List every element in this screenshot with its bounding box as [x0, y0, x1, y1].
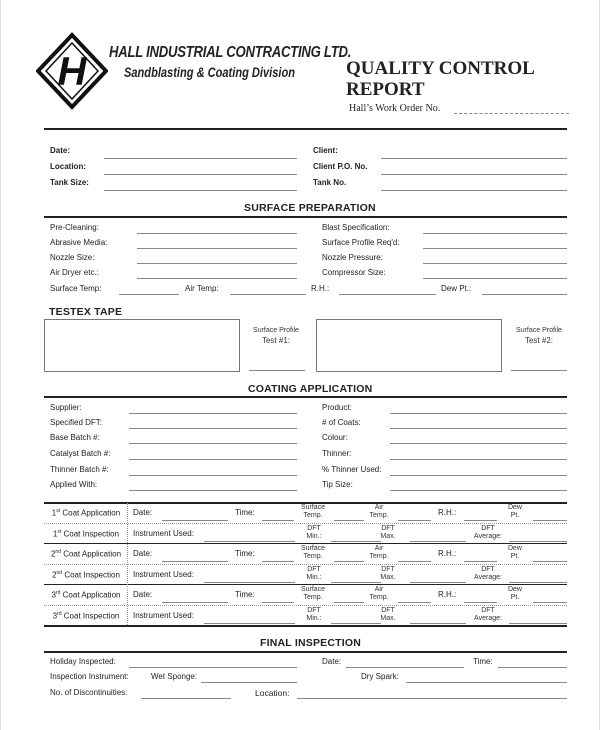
coat-row-text: Coat Application: [60, 590, 121, 600]
date-field[interactable]: [162, 520, 228, 521]
final-location-field[interactable]: [297, 698, 567, 699]
surface-preparation-heading: SURFACE PREPARATION: [244, 202, 376, 214]
coat-row-text: Coat Inspection: [61, 529, 120, 539]
label-text: Temp.: [303, 594, 323, 601]
table-rule-dotted: [44, 605, 567, 606]
coat-number: 1: [51, 508, 57, 518]
dft-min-label: [297, 607, 331, 623]
label-text: Temp.: [303, 512, 323, 519]
client-label: Client:: [313, 146, 338, 155]
tank-size-label: Tank Size:: [50, 178, 89, 187]
surface-prep-label: Air Temp:: [185, 284, 219, 293]
dft-avg-label: [471, 607, 505, 623]
location-field[interactable]: [104, 174, 297, 175]
coat-ordinal: st: [57, 528, 62, 535]
report-title-line2: REPORT: [346, 79, 425, 100]
air-temp-label: [361, 504, 397, 520]
dew-point-label: [501, 586, 529, 602]
surface-profile-test1-label: [245, 327, 307, 345]
dry-spark-field[interactable]: [406, 682, 567, 683]
date-label: Date:: [133, 590, 153, 599]
final-inspection-heading: FINAL INSPECTION: [260, 637, 362, 649]
coating-field[interactable]: [129, 475, 297, 476]
label-text: Dew: [507, 545, 522, 552]
label-text: Temp.: [369, 594, 389, 601]
dft-max-field[interactable]: [410, 582, 466, 583]
air-temp-field[interactable]: [398, 602, 431, 603]
coat-number: 2: [50, 549, 56, 559]
coat-number: 3: [52, 611, 58, 621]
label-text: Temp.: [303, 553, 323, 560]
divider: [44, 651, 567, 653]
label-text: Average:: [474, 532, 502, 540]
coating-label: Specified DFT:: [50, 418, 103, 427]
label-text: Temp.: [369, 553, 389, 560]
dft-max-field[interactable]: [410, 541, 466, 542]
client-field[interactable]: [381, 158, 567, 159]
table-rule: [44, 584, 567, 585]
final-date-label: Date:: [322, 657, 342, 666]
table-rule-dotted: [44, 564, 567, 565]
date-label: Date:: [133, 508, 153, 517]
wet-sponge-label: Wet Sponge:: [151, 672, 198, 681]
coating-label: Product:: [322, 403, 352, 412]
dft-min-label: [297, 525, 331, 541]
label-text: Surface Profile: [253, 327, 299, 334]
surface-prep-field[interactable]: [230, 294, 306, 295]
dft-max-field[interactable]: [410, 623, 466, 624]
surface-prep-label: Surface Temp:: [50, 284, 102, 293]
label-text: DFT: [381, 565, 395, 573]
discontinuities-label: No. of Discontinuities:: [50, 688, 128, 697]
coat-ordinal: rd: [57, 610, 62, 617]
dew-point-label: [501, 545, 529, 561]
label-text: Min.:: [306, 573, 322, 581]
surface-prep-label: Air Dryer etc.:: [50, 268, 99, 277]
surface-prep-field[interactable]: [339, 294, 436, 295]
wet-sponge-field[interactable]: [201, 682, 297, 683]
client-po-label: Client P.O. No.: [313, 162, 368, 171]
coat-number: 3: [51, 590, 56, 600]
dew-point-field[interactable]: [533, 561, 567, 562]
surface-temp-label: [293, 545, 333, 561]
dft-max-label: [371, 607, 405, 623]
surface-prep-label: Nozzle Pressure:: [322, 253, 383, 262]
date-label: Date:: [133, 549, 153, 558]
coating-label: % Thinner Used:: [322, 465, 382, 474]
company-division: Sandblasting & Coating Division: [124, 65, 295, 80]
tank-size-field[interactable]: [104, 190, 297, 191]
tank-no-field[interactable]: [381, 190, 567, 191]
coating-label: Applied With:: [50, 480, 98, 489]
label-text: DFT: [307, 565, 321, 573]
surface-prep-field[interactable]: [423, 278, 567, 279]
label-text: Min.:: [306, 614, 322, 622]
dft-min-field[interactable]: [331, 582, 381, 583]
dew-point-label: [501, 504, 529, 520]
air-temp-field[interactable]: [398, 561, 431, 562]
coating-field[interactable]: [390, 490, 567, 491]
label-text: Surface Profile: [516, 327, 562, 334]
coat-number: 1: [52, 529, 58, 539]
surface-prep-label: Pre-Cleaning:: [50, 223, 99, 232]
report-title-line1: QUALITY CONTROL: [346, 58, 535, 79]
dft-min-field[interactable]: [331, 623, 381, 624]
surface-temp-field[interactable]: [334, 520, 364, 521]
coating-label: Tip Size:: [322, 480, 353, 489]
divider: [44, 396, 567, 398]
surface-prep-label: Surface Profile Req'd:: [322, 238, 400, 247]
client-po-field[interactable]: [381, 174, 567, 175]
company-name: HALL INDUSTRIAL CONTRACTING LTD.: [109, 44, 352, 61]
instrument-used-field[interactable]: [204, 623, 295, 624]
dft-min-field[interactable]: [331, 541, 381, 542]
air-temp-label: [361, 586, 397, 602]
dft-avg-field[interactable]: [509, 582, 567, 583]
instrument-used-field[interactable]: [204, 541, 295, 542]
surface-prep-field[interactable]: [423, 248, 567, 249]
rh-label: R.H.:: [438, 549, 457, 558]
coating-label: Catalyst Batch #:: [50, 449, 111, 458]
time-field[interactable]: [262, 520, 294, 521]
label-text: DFT: [381, 606, 395, 614]
coating-field[interactable]: [129, 428, 297, 429]
label-text: Surface: [300, 545, 326, 552]
surface-temp-label: [293, 586, 333, 602]
label-text: Max.: [380, 573, 396, 581]
date-field[interactable]: [162, 602, 228, 603]
dew-point-field[interactable]: [533, 602, 567, 603]
coating-label: Thinner Batch #:: [50, 465, 109, 474]
dft-avg-label: [471, 566, 505, 582]
location-label: Location:: [255, 688, 290, 698]
hall-logo-icon: [36, 32, 108, 110]
instrument-used-label: Instrument Used:: [133, 569, 194, 579]
coating-label: Colour:: [322, 433, 348, 442]
air-temp-field[interactable]: [398, 520, 431, 521]
label-text: DFT: [307, 524, 321, 532]
label-text: Surface: [300, 504, 326, 511]
table-rule-dotted: [44, 523, 567, 524]
coat-ordinal: rd: [55, 590, 61, 596]
label-text: DFT: [481, 524, 495, 532]
divider: [44, 216, 567, 218]
coat-row-text: Coat Inspection: [62, 570, 120, 580]
coat-row-label: [47, 611, 125, 621]
label-text: DFT: [481, 606, 495, 614]
label-text: DFT: [481, 565, 495, 573]
surface-prep-field[interactable]: [137, 278, 297, 279]
coat-row-label: [47, 570, 125, 580]
label-text: Air: [374, 545, 384, 552]
surface-profile-test2-field[interactable]: [511, 370, 567, 371]
dft-avg-field[interactable]: [509, 541, 567, 542]
coating-application-heading: COATING APPLICATION: [248, 383, 373, 395]
instrument-used-label: Instrument Used:: [133, 528, 194, 538]
surface-prep-field[interactable]: [137, 233, 297, 234]
surface-prep-field[interactable]: [119, 294, 179, 295]
testex-tape-heading: TESTEX TAPE: [49, 306, 123, 318]
dft-avg-field[interactable]: [509, 623, 567, 624]
coating-field[interactable]: [129, 413, 297, 414]
final-time-field[interactable]: [498, 667, 567, 668]
surface-prep-label: Nozzle Size:: [50, 253, 95, 262]
label-text: Max.: [380, 614, 396, 622]
label-text: Pt.: [510, 553, 520, 560]
label-text: Surface: [300, 586, 326, 593]
coating-field[interactable]: [129, 490, 297, 491]
label-text: Min.:: [306, 532, 322, 540]
time-label: Time:: [235, 549, 255, 558]
time-field[interactable]: [262, 602, 294, 603]
testex-tape-box-2[interactable]: [316, 319, 502, 372]
coating-label: Thinner:: [322, 449, 352, 458]
instrument-used-field[interactable]: [204, 582, 295, 583]
coating-label: Supplier:: [50, 403, 82, 412]
rh-field[interactable]: [464, 561, 497, 562]
tank-no-label: Tank No.: [313, 178, 347, 187]
dew-point-field[interactable]: [533, 520, 567, 521]
label-text: Pt.: [510, 594, 520, 601]
label-text: Test #2:: [524, 336, 553, 345]
coat-row-text: Coat Application: [60, 508, 121, 518]
dft-avg-label: [471, 525, 505, 541]
date-label: Date:: [50, 146, 71, 155]
label-text: Test #1:: [261, 336, 290, 345]
coating-field[interactable]: [129, 459, 297, 460]
coat-ordinal: st: [56, 508, 61, 514]
surface-temp-field[interactable]: [334, 602, 364, 603]
coat-row-label: [47, 590, 125, 600]
time-label: Time:: [235, 590, 255, 599]
label-text: Air: [374, 586, 384, 593]
surface-prep-label: Compressor Size:: [322, 268, 386, 277]
label-text: Average:: [474, 614, 502, 622]
date-field[interactable]: [104, 158, 297, 159]
dft-max-label: [371, 525, 405, 541]
coat-ordinal: nd: [56, 569, 63, 576]
inspection-instrument-label: Inspection Instrument:: [50, 672, 129, 681]
work-order-label: Hall’s Work Order No.: [349, 103, 441, 114]
work-order-field[interactable]: [454, 113, 569, 114]
surface-prep-label: Blast Specification:: [322, 223, 390, 232]
table-rule: [44, 543, 567, 544]
label-text: Temp.: [369, 512, 389, 519]
testex-tape-box-1[interactable]: [44, 319, 240, 372]
surface-prep-field[interactable]: [482, 294, 567, 295]
surface-prep-field[interactable]: [423, 233, 567, 234]
coating-field[interactable]: [390, 413, 567, 414]
label-text: Average:: [474, 573, 502, 581]
dft-max-label: [371, 566, 405, 582]
rh-label: R.H.:: [438, 508, 457, 517]
coating-field[interactable]: [129, 443, 297, 444]
rh-field[interactable]: [464, 520, 497, 521]
rh-field[interactable]: [464, 602, 497, 603]
coating-label: # of Coats:: [322, 418, 361, 427]
surface-prep-field[interactable]: [423, 263, 567, 264]
surface-prep-field[interactable]: [137, 248, 297, 249]
final-time-label: Time:: [473, 657, 493, 666]
rh-label: R.H.:: [438, 590, 457, 599]
air-temp-label: [361, 545, 397, 561]
time-field[interactable]: [262, 561, 294, 562]
table-column-divider: [127, 503, 128, 625]
label-text: Dew: [507, 504, 522, 511]
coat-row-label: [47, 549, 125, 559]
instrument-used-label: Instrument Used:: [133, 610, 194, 620]
final-date-field[interactable]: [346, 667, 464, 668]
coating-label: Base Batch #:: [50, 433, 100, 442]
dry-spark-label: Dry Spark:: [361, 672, 399, 681]
divider: [44, 128, 567, 130]
surface-profile-test1-field[interactable]: [249, 370, 305, 371]
coat-row-label: [47, 508, 125, 518]
svg-text:H: H: [57, 50, 87, 94]
date-field[interactable]: [162, 561, 228, 562]
surface-prep-label: Abrasive Media:: [50, 238, 108, 247]
coat-number: 2: [52, 570, 57, 580]
label-text: DFT: [381, 524, 395, 532]
surface-temp-label: [293, 504, 333, 520]
label-text: Dew: [507, 586, 522, 593]
label-text: Max.: [380, 532, 396, 540]
surface-temp-field[interactable]: [334, 561, 364, 562]
surface-prep-label: Dew Pt.:: [441, 284, 472, 293]
location-label: Location:: [50, 162, 86, 171]
surface-prep-label: R.H.:: [311, 284, 330, 293]
coating-field[interactable]: [390, 475, 567, 476]
coat-row-text: Coat Inspection: [61, 611, 120, 621]
surface-profile-test2-label: [509, 327, 569, 345]
surface-prep-field[interactable]: [137, 263, 297, 264]
holiday-inspected-label: Holiday Inspected:: [50, 657, 116, 666]
table-rule: [44, 625, 567, 627]
coating-field[interactable]: [390, 443, 567, 444]
holiday-inspected-field[interactable]: [129, 667, 297, 668]
label-text: Pt.: [510, 512, 520, 519]
coat-ordinal: nd: [55, 549, 61, 555]
coating-field[interactable]: [390, 428, 567, 429]
label-text: Air: [374, 504, 384, 511]
dft-min-label: [297, 566, 331, 582]
coat-row-text: Coat Application: [60, 549, 122, 559]
label-text: DFT: [307, 606, 321, 614]
coating-field[interactable]: [390, 459, 567, 460]
coat-row-label: [47, 529, 125, 539]
discontinuities-field[interactable]: [141, 698, 231, 699]
time-label: Time:: [235, 508, 255, 517]
